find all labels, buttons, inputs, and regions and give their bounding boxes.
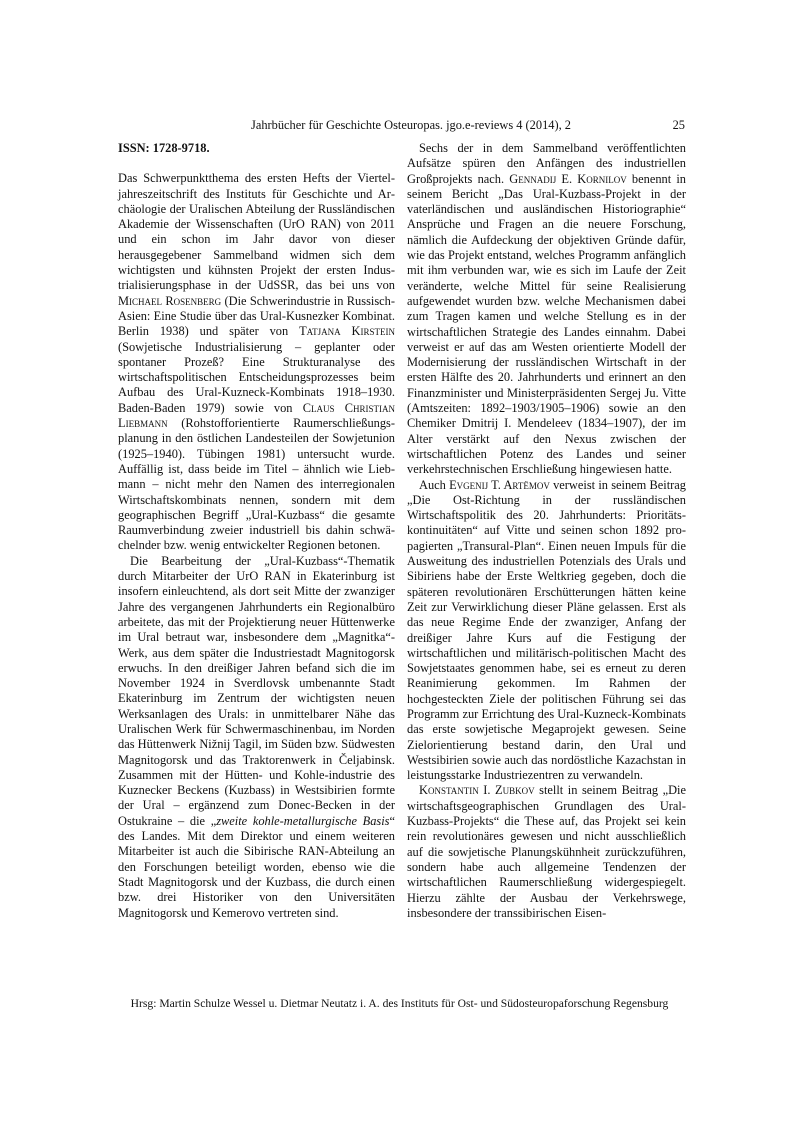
left-column [118,141,395,921]
author-name: Tatjana Kirstein [299,324,395,339]
author-name: Evgenij T. Artëmov [449,477,550,492]
running-title: Jahrbücher für Geschichte Osteuropas. jgo.e-reviews 4 (2014), 2 [251,118,571,132]
text-run: verweist in seinem Beitrag „Die Ost-Richtung in der russländischen Wirtschaftspolitik des 20. Jahrhunderts: Prioritätskontinuitäten“ auf Vitte und seinen schon 1892 propagierten „Transural-Plan“. Einen neuen Impuls für die Ausweitung des industriellen Potenzials des Urals und Sibiriens habe der Erste Weltkrieg gegeben, doch die späteren revolutionären Erschütterungen hätten keine Zeit zur Verwirklichung dieser Pläne gelassen. Erst als das neue Regime Ende der zwanziger, Anfang der dreißiger Jahre Kurs auf die Festigung der wirtschaftlichen und militärisch-politischen Macht des Sowjetstaates genommen habe, sei es erneut zu deren Reanimierung gekommen. Im Rahmen der hochgesteckten Ziele der politischen Führung sei das Programm zur Errichtung des Ural-Kuzneck-Kombinats das erste sowjetische Megaprojekt gewesen. Seine Zielorientierung bestand darin, den Ural und Westsibirien sowie auch das nordöstliche Kazachstan in leistungsstarke Industriezentren zu verwandeln. [407,477,686,783]
text-run: (Rohstofforientierte Raumerschließungsplanung in den östlichen Landesteilen der Sowjetunion (1925–1940). Tübingen 1981) untersucht wurde. Auffällig ist, dass beide im Titel – ähnlich wie Liebmann – nicht mehr den Namen des interregionalen Wirtschaftskombinats nennen, sondern mit dem geographischen Begriff „Ural-Kuzbass“ die gesamte Raumverbindung zweier industriell bis dahin schwächelnder bzw. wenig entwickelter Regionen betonen. [118,416,395,553]
author-name: Konstantin I. Zubkov [419,783,535,798]
text-run: Auch [419,477,450,492]
author-name: Claus Christian Liebmann [118,400,395,431]
paragraph [407,141,686,478]
page-footer: Hrsg: Martin Schulze Wessel u. Dietmar Neutatz i. A. des Instituts für Ost- und Südosteuropaforschung Regensburg [130,997,669,1010]
text-run: stellt in seinem Beitrag „Die wirtschaftsgeographischen Grundlagen des Ural-Kuzbass-Projekts“ die These auf, das Projekt sei kein rein revolutionäres gewesen und nicht ausschließlich auf die sowjetische Planungskühnheit zurückzuführen, sondern habe auch allgemeine Tendenzen der wirtschaftlichen Raumerschließung widergespiegelt. Hierzu zählte der Ausbau der Verkehrswege, insbesondere der transsibirischen Eisen- [407,783,686,920]
text-run: benennt in seinem Bericht „Das Ural-Kuzbass-Projekt in der vaterländischen und ausländischen Historiographie“ Ansprüche und Fragen an die neuere Forschung, nämlich die Aufdeckung der objektiven Gründe dafür, wie das Projekt entstand, welches Programm anfänglich mit ihm verbunden war, wie es sich im Laufe der Zeit veränderte, welche Mittel für seine Realisierung aufgewendet wurden bzw. welche Mechanismen dabei zum Tragen kamen und welche Stellung es in der wirtschaftlichen Strategie des Landes einnahm. Dabei verweist er auf das am Westen orientierte Modell der Modernisierung der russländischen Wirtschaft in der ersten Hälfte des 20. Jahrhunderts und erinnert an den Finanzminister und Ministerpräsidenten Sergej Ju. Vitte (Amtszeiten: 1892–1903/1905–1906) sowie an den Chemiker Dmitrij I. Mendeleev (1834–1907), der im Alter verstärkt auf den Nexus zwischen der wirtschaftlichen Potenz des Landes und seiner verkehrstechnischen Erschließung hingewiesen hatte. [407,171,686,477]
text-run: (Sowjetische Industrialisierung – geplanter oder spontaner Prozeß? Eine Strukturanalyse des wirtschaftspolitischen Entscheidungsprozesses beim Aufbau des Ural-Kuzneck-Kombinats 1918–1930. Baden-Baden 1979) sowie von [118,339,395,415]
paragraph [118,554,395,921]
text-run: Sechs der in dem Sammelband veröffentlichten Aufsätze spüren den Anfängen des industriellen Großprojekts nach. [407,141,686,186]
issn-line: ISSN: 1728-9718. [118,141,210,155]
paragraph [118,171,395,553]
right-column [407,141,686,921]
text-run: “ des Landes. Mit dem Direktor und einem weiteren Mitarbeiter ist auch die Sibirische RAN-Abteilung an den Forschungen beteiligt worden, ebenso wie die Stadt Magnitogorsk und der Kuzbass, die durch einen bzw. drei Historiker von den Universitäten Magnitogorsk und Kemerovo vertreten sind. [118,813,395,920]
author-name: Michael Rosenberg [118,293,222,308]
page-number: 25 [672,118,685,132]
italic-quote: zweite kohle-metallurgische Basis [216,813,390,828]
text-run: Die Bearbeitung der „Ural-Kuzbass“-Thematik durch Mitarbeiter der UrO RAN in Ekaterinburg ist insofern einleuchtend, als dort seit Mitte der zwanziger Jahre des vergangenen Jahrhunderts ein Regionalbüro arbeitete, das mit der Projektierung neuer Hüttenwerke im Ural betraut war, insbesondere dem „Magnitka“-Werk, aus dem später die Industriestadt Magnitogorsk erwuchs. In den dreißiger Jahren befand sich die im November 1924 in Sverdlovsk umbenannte Stadt Ekaterinburg im Zentrum der wichtigsten neuen Werksanlagen des Urals: in unmittelbarer Nähe das Uralischen Werk für Schwermaschinenbau, im Norden das Hüttenwerk Nižnij Tagil, im Süden bzw. Südwesten Magnitogorsk und das Traktorenwerk in Čeljabinsk. Zusammen mit der Hütten- und Kohle-industrie des Kuznecker Beckens (Kuzbass) in Westsibirien formte der Ural – ergänzend zum Donec-Becken in der Ostukraine – die „ [118,553,395,828]
author-name: Gennadij E. Kornilov [509,171,627,186]
text-run: (Die Schwerindustrie in Russisch-Asien: Eine Studie über das Ural-Kusnezker Kombinat. Berlin 1938) und später von [118,293,395,339]
running-header [117,116,685,134]
text-run: Das Schwerpunktthema des ersten Hefts der Vierteljahreszeitschrift des Instituts für Geschichte und Archäologie der Uralischen Abteilung der Russländischen Akademie der Wissenschaften (UrO RAN) von 2011 und ein schon im Jahr davor von dieser herausgegebener Sammelband widmen sich dem wichtigsten und kühnsten Projekt der ersten Industrialisierungsphase in der UdSSR, das bei uns von [118,171,395,293]
paragraph [407,783,686,921]
paragraph [407,478,686,784]
